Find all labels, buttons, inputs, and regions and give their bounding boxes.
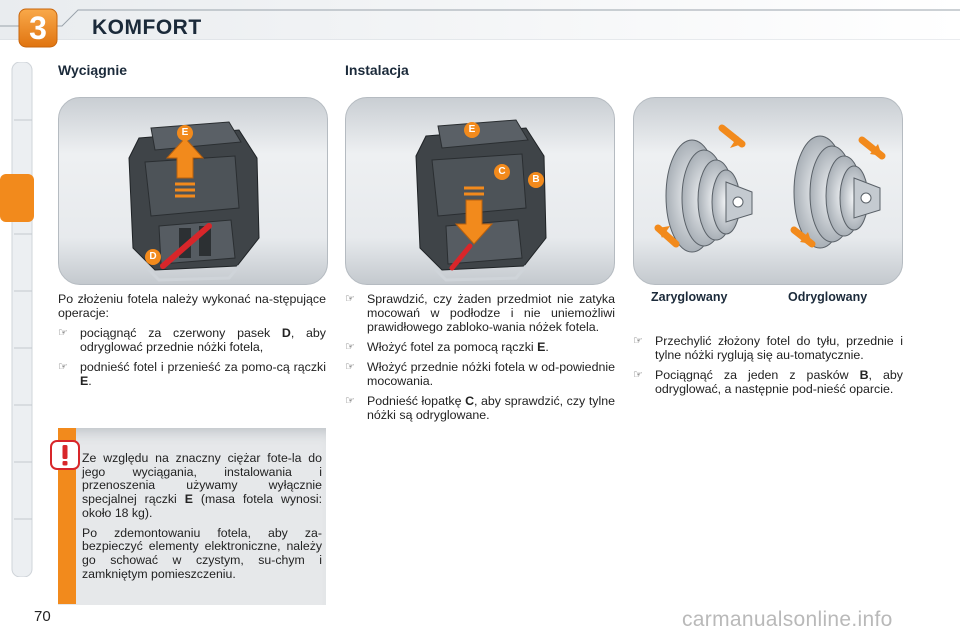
warning-text <box>82 452 322 587</box>
pointing-hand-icon: ☞ <box>633 335 643 347</box>
list-item: ☞ Włożyć fotel za pomocą rączki E. <box>345 340 549 354</box>
label-b-middle: B <box>528 172 544 188</box>
pointing-hand-icon: ☞ <box>345 395 355 407</box>
installation-text <box>345 292 615 428</box>
label-e-left: E <box>177 125 193 141</box>
pointing-hand-icon: ☞ <box>58 361 68 373</box>
list-item: ☞ Sprawdzić, czy żaden przedmiot nie zatyka mocowań w podłodze i nie uniemożliwi prawidłowego zabloko-wania nóżek fotela. <box>345 292 615 334</box>
chapter-side-tabs <box>0 62 34 577</box>
list-item: ☞ Pociągnąć za jeden z pasków B, aby odryglować, a następnie pod-nieść oparcie. <box>633 368 903 396</box>
locked-mechanism-icon <box>658 128 752 252</box>
removal-intro: Po złożeniu fotela należy wykonać na-stępujące operacje: <box>58 292 326 320</box>
list-item: ☞ Włożyć przednie nóżki fotela w od-powiednie mocowania. <box>345 360 615 388</box>
list-item: ☞ Przechylić złożony fotel do tyłu, przednie i tylne nóżki ryglują się au-tomatycznie. <box>633 334 903 362</box>
chapter-title: KOMFORT <box>92 16 202 39</box>
lock-text <box>633 334 903 402</box>
pointing-hand-icon: ☞ <box>58 327 68 339</box>
pointing-hand-icon: ☞ <box>633 369 643 381</box>
lock-states-illustration <box>633 97 903 285</box>
unlocked-mechanism-icon <box>794 136 882 248</box>
watermark: carmanualsonline.info <box>682 608 893 631</box>
label-e-middle: E <box>464 122 480 138</box>
pointing-hand-icon: ☞ <box>345 361 355 373</box>
section-title-installation: Instalacja <box>345 62 409 78</box>
chapter-number: 3 <box>29 10 47 46</box>
caption-unlocked: Odryglowany <box>788 290 868 304</box>
caption-locked: Zaryglowany <box>651 290 728 304</box>
section-title-removal: Wyciągnie <box>58 62 127 78</box>
label-c-middle: C <box>494 164 510 180</box>
warning-exclamation-icon <box>50 440 80 470</box>
warning-paragraph-1: Ze względu na znaczny ciężar fote-la do jego wyciągania, instalowania i przenoszenia używamy wyłącznie specjalnej rączki E (masa fotela wynosi: około 18 kg). <box>82 451 322 520</box>
removal-text <box>58 292 326 394</box>
warning-paragraph-2: Po zdemontowaniu fotela, aby za-bezpieczyć elementy elektroniczne, należy go schować w czystym, su-chym i zamkniętym pomieszczeniu. <box>82 525 322 581</box>
list-item: ☞ Podnieść łopatkę C, aby sprawdzić, czy tylne nóżki są odryglowane. <box>345 394 615 422</box>
label-d-left: D <box>145 249 161 265</box>
list-item: ☞ pociągnąć za czerwony pasek D, aby odryglować przednie nóżki fotela, <box>58 326 326 354</box>
page-number: 70 <box>34 608 51 625</box>
pointing-hand-icon: ☞ <box>345 341 355 353</box>
pointing-hand-icon: ☞ <box>345 293 355 305</box>
list-item: ☞ podnieść fotel i przenieść za pomo-cą rączki E. <box>58 360 326 388</box>
seat-removal-illustration <box>58 97 328 285</box>
seat-installation-illustration <box>345 97 615 285</box>
